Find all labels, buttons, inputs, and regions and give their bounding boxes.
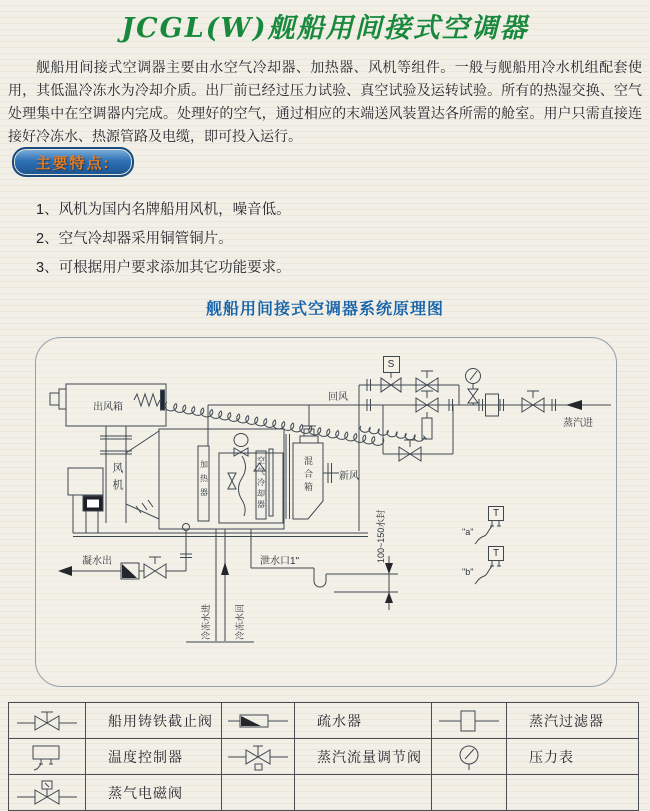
solenoid-s-mark: S (383, 356, 400, 373)
chilled-water-in-label: 冷冻水进 (201, 603, 211, 640)
steam-flow-valve-icon (226, 742, 290, 772)
condensate-out-label: 凝水出 (82, 556, 112, 567)
page-title: JCGL(W)舰船用间接式空调器 (121, 13, 529, 44)
mixing-box-label: 混合箱 (303, 456, 313, 495)
diagram-title: 舰船用间接式空调器系统原理图 (205, 301, 444, 318)
legend-label: 压力表 (529, 748, 574, 765)
water-seal-dimension-label: 100~150水封 (376, 509, 386, 563)
drain-port-label: 泄水口1" (260, 556, 300, 567)
schematic-linework (36, 338, 616, 686)
legend-label: 船用铸铁截止阀 (108, 712, 213, 729)
outlet-box-label: 出风箱 (93, 402, 123, 413)
symbol-legend-table (8, 702, 639, 811)
fan-label: 风机 (111, 462, 123, 496)
sensing-point-a-label: "a" (462, 527, 474, 537)
return-air-label: 回风 (328, 392, 348, 403)
legend-label: 蒸汽流量调节阀 (317, 748, 422, 765)
legend-row (9, 775, 639, 811)
feature-item: 3、可根据用户要求添加其它功能要求。 (36, 260, 291, 276)
air-cooler-label: 空气冷却器 (256, 456, 266, 511)
temp-controller-a-box: T (488, 506, 504, 521)
intro-paragraph: 舰船用间接式空调器主要由水空气冷却器、加热器、风机等组件。一般与舰船用冷水机组配套使用，其低温冷冻水为冷却介质。出厂前已经过压力试验、真空试验及运转试验。所有的热湿交换、空气处理集中在空调器内完成。处理好的空气，通过相应的末端送风装置达各所需的舱室。用户只需直接连接好冷冻水、热源管路及电缆，即可投入运行。 (8, 59, 642, 144)
steam-filter-icon (437, 706, 501, 736)
fresh-air-label: 新风 (339, 471, 359, 482)
pressure-gauge-icon (437, 742, 501, 772)
feature-item: 1、风机为国内名牌船用风机，噪音低。 (36, 202, 291, 218)
legend-row (9, 703, 639, 739)
legend-label: 温度控制器 (108, 748, 183, 765)
feature-item: 2、空气冷却器采用铜管铜片。 (36, 231, 233, 247)
drain-trap-icon (226, 706, 290, 736)
legend-label: 蒸气电磁阀 (108, 784, 183, 801)
system-schematic-panel (35, 337, 617, 687)
legend-label: 蒸汽过滤器 (529, 712, 604, 729)
sensing-point-b-label: "b" (462, 567, 474, 577)
temp-controller-b-box: T (488, 546, 504, 561)
chilled-water-return-label: 冷冻水回 (235, 603, 245, 640)
legend-label: 疏水器 (317, 712, 362, 729)
legend-row (9, 739, 639, 775)
features-badge: 主要特点: (12, 147, 134, 177)
globe-valve-icon (15, 706, 79, 736)
heater-label: 加热器 (199, 460, 209, 502)
features-list (36, 196, 291, 283)
temp-controller-icon (15, 742, 79, 772)
steam-in-label: 蒸汽进 (563, 418, 593, 429)
solenoid-valve-icon (15, 778, 79, 808)
